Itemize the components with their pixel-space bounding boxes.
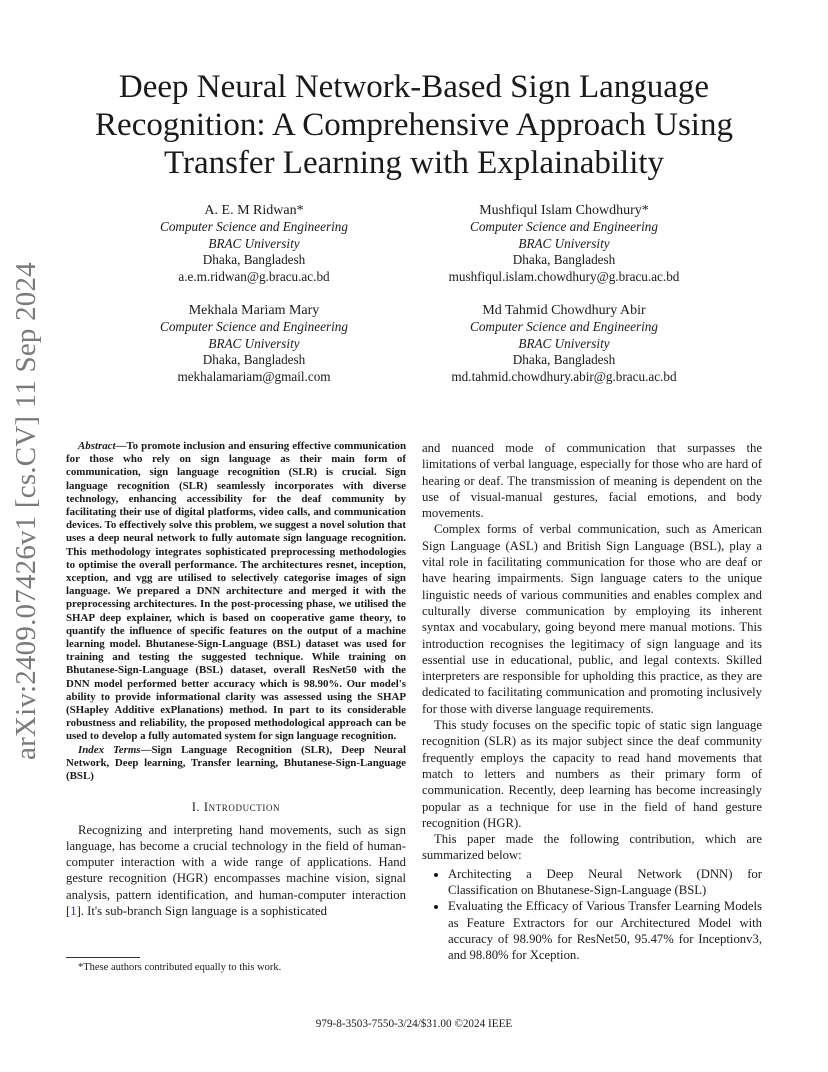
left-column <box>66 440 406 919</box>
intro-paragraph-5: This paper made the following contribution, which are summarized below: <box>422 832 762 863</box>
intro-paragraph-3: Complex forms of verbal communication, such as American Sign Language (ASL) and British Sign Language (BSL), play a vital role in facilitating communication for those who are deaf or have hearing impairments. Sign language caters to the unique linguistic needs of various communities and enables complex and culturally diverse communication by employing its inherent syntax and vocabulary, going beyond mere manual motions. This introduction recognises the legitimacy of sign language and its essential use in educational, public, and legal contexts. Skilled interpreters are responsible for upholding this practice, as they are dedicated to facilitating communication and promoting inclusively for those with diverse language requirements. <box>422 522 762 716</box>
intro-text-part-1: Recognizing and interpreting hand movements, such as sign language, has become a crucial technology in the field of human-computer interaction with a wide range of applications. Hand gesture recognition (HGR) encompasses machine vision, signal analysis, pattern identification, and human-computer interaction [ <box>66 822 406 919</box>
author-block-2 <box>404 203 724 285</box>
author-block-3 <box>104 303 404 385</box>
abstract-text: —To promote inclusion and ensuring effective communication for those who rely on sign language as their main form of communication, sign language recognition (SLR) is crucial. Sign language recognition (SLR) seamlessly incorporates with diverse technology, enhancing accessibility for the deaf community by facilitating their use of digital platforms, video calls, and communication devices. To effectively solve this problem, we suggest a novel solution that uses a deep neural network to fully automate sign language recognition. This methodology integrates sophisticated preprocessing methodologies to optimise the overall performance. The architectures resnet, inception, xception, and vgg are utilised to selectively categorise images of sign language. We prepared a DNN architecture and merged it with the preprocessing architectures. In the post-processing phase, we utilised the SHAP deep explainer, which is based on cooperative game theory, to quantify the influence of specific features on the output of a machine learning model. Bhutanese-Sign-Language (BSL) dataset was used for training and testing the suggested technique. While training on Bhutanese-Sign-Language (BSL) dataset, overall ResNet50 with the DNN model performed better accuracy which is 98.90%. Our model's ability to provide informational clarity was assessed using the SHAP (SHapley Additive exPlanations) method. In part to its considerable robustness and reliability, the proposed methodological approach can be used to develop a fully automated system for sign language recognition. <box>66 440 406 743</box>
contribution-item-2: • Evaluating the Efficacy of Various Transfer Learning Models as Feature Extractors for our Architectured Model with accuracy of 98.90% for ResNet50, 95.47% for Inceptionv3, and 98.80% for Xception. <box>448 898 762 963</box>
author-location: Dhaka, Bangladesh <box>512 352 616 368</box>
citation-link[interactable]: 1 <box>70 904 77 919</box>
author-department: Computer Science and Engineering <box>160 319 348 335</box>
footnote: *These authors contributed equally to this work. <box>78 962 282 973</box>
paper-title <box>60 68 768 182</box>
author-email: a.e.m.ridwan@g.bracu.ac.bd <box>178 268 330 284</box>
author-department: Computer Science and Engineering <box>470 319 658 335</box>
author-email: mushfiqul.islam.chowdhury@g.bracu.ac.bd <box>448 268 680 284</box>
page-footer-copyright: 979-8-3503-7550-3/24/$31.00 ©2024 IEEE <box>315 1018 513 1030</box>
author-email: mekhalamariam@gmail.com <box>177 368 331 384</box>
author-name: Md Tahmid Chowdhury Abir <box>482 303 646 318</box>
intro-paragraph-4: This study focuses on the specific topic of static sign language recognition (SLR) as its major subject since the deaf community frequently employs the capacity to read hand movements that match to letters and numbers as their primary form of communication. Recently, deep learning has become increasingly popular as a technique for use in the field of hand gesture recognition (HGR). <box>422 718 762 830</box>
abstract <box>66 440 406 744</box>
section-heading-introduction: I. Introduction <box>191 800 281 815</box>
author-email: md.tahmid.chowdhury.abir@g.bracu.ac.bd <box>451 368 677 384</box>
author-name: A. E. M Ridwan* <box>204 203 304 218</box>
right-column <box>422 440 762 964</box>
author-location: Dhaka, Bangladesh <box>202 352 306 368</box>
intro-paragraph-2: and nuanced mode of communication that surpasses the limitations of verbal language, especially for those who are hard of hearing or deaf. The transmission of meaning is dependent on the use of visual-manual gestures, facial emotions, and body movements. <box>422 441 762 521</box>
contribution-list <box>422 866 762 964</box>
author-name: Mushfiqul Islam Chowdhury* <box>479 203 649 218</box>
author-institution: BRAC University <box>518 335 610 351</box>
author-institution: BRAC University <box>208 235 300 251</box>
abstract-lead: Abstract <box>78 440 116 452</box>
index-terms-text: —Sign Language Recognition (SLR), Deep Neural Network, Deep learning, Transfer learning, Bhutanese-Sign-Language (BSL) <box>66 743 406 783</box>
author-department: Computer Science and Engineering <box>470 219 658 235</box>
author-name: Mekhala Mariam Mary <box>188 303 320 318</box>
contribution-item-1: • Architecting a Deep Neural Network (DNN) for Classification on Bhutanese-Sign-Language (BSL) <box>448 866 762 899</box>
author-block-4 <box>404 303 724 385</box>
intro-text-part-2: ]. It's sub-branch Sign language is a sophisticated <box>76 904 327 919</box>
title-line-2: Recognition: A Comprehensive Approach Using <box>95 107 733 143</box>
footnote-divider <box>66 957 140 958</box>
intro-paragraph-1 <box>66 822 406 920</box>
title-line-1: Deep Neural Network-Based Sign Language <box>118 69 710 105</box>
author-institution: BRAC University <box>518 235 610 251</box>
author-institution: BRAC University <box>208 335 300 351</box>
index-terms <box>66 744 406 784</box>
author-department: Computer Science and Engineering <box>160 219 348 235</box>
author-location: Dhaka, Bangladesh <box>512 252 616 268</box>
author-block-1 <box>104 203 404 285</box>
author-location: Dhaka, Bangladesh <box>202 252 306 268</box>
arxiv-identifier: arXiv:2409.07426v1 [cs.CV] 11 Sep 2024 <box>10 262 42 760</box>
index-terms-lead: Index Terms <box>78 743 141 756</box>
title-line-3: Transfer Learning with Explainability <box>163 145 665 181</box>
